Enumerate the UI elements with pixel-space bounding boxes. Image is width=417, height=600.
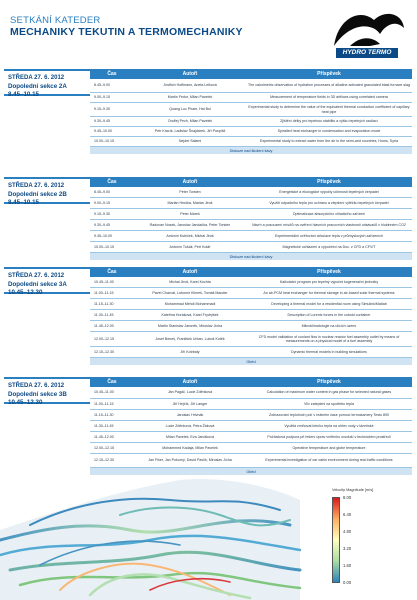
schedule-table [90, 177, 412, 260]
legend-tick: 6.40 [343, 512, 352, 517]
table-row: 9.45–10.00 Antonín Kubíček, Michal Jiroš Experimentální ověřování cirkulace tepla v průmyslových zařízeních [90, 231, 412, 242]
table-row: 12.00–12.15 Mohammed Kadaja, Milan Pavelek Operative temperature and globe temperature [90, 443, 412, 454]
table-row: 12.15–12.30 Jan Fišer, Jan Pokorný, David Pavlík, Miroslav Jícha Experimental investigation of car cabin environment during real traffic conditions [90, 454, 412, 468]
section-time: 10.45–12.30 [8, 399, 43, 406]
table-header [90, 69, 412, 79]
table-row: 10.00–10.15 Antonín Tušák, Petr Kolář Magnetické ochlazení a výpočetní na Doc. z CFD a CFV/T [90, 242, 412, 253]
table-row: 12.15–12.30 Jiří Kotrbatý Dynamic thermal models in building simulations [90, 347, 412, 358]
table-header [90, 377, 412, 387]
col-authors: Autoři [182, 179, 198, 185]
table-header [90, 267, 412, 277]
schedule-table [90, 377, 412, 475]
section-date: STŘEDA 27. 6. 2012 [8, 273, 65, 279]
table-row: 8.45–9.00 Jindřich Hoffmann, Aneta Lelková The calorimetric observation of hydration processes of alkaline activated granulated blast furnace slag [90, 79, 412, 93]
table-row: 8.45–9.00 Peter Torsten Energetické a ekologické výpočty účinnosti tepelných čerpadel [90, 187, 412, 198]
logo-swoosh-icon [330, 6, 408, 50]
table-header [90, 177, 412, 187]
table-row: 9.00–9.15 Marián Hruška, Marián Jiroš Využití odpadního tepla pro ochranu a zlepšení výtěžku tepelných čerpadel [90, 198, 412, 209]
legend-tick: 4.80 [343, 529, 352, 534]
schedule-table [90, 267, 412, 365]
legend-title: Velocity Magnitude [m/s] [332, 488, 374, 492]
table-row: 11.30–11.45 Lucie Zděnková, Petra Žáková Využitá zmiňovat letního tepla na ohřev vody v lázeňské [90, 421, 412, 432]
table-row: 9.30–9.45 Radovan Nosek, Jaroslav Jandačka, Peter Torsten Návrh a posouzení mísičů na ověření hlavních pracovních vlastností odsávačů v hlubinném CO2 [90, 220, 412, 231]
table-row: 9.15–9.30 Peter Mareš Optimalizace absorpčního chladicího zařízení [90, 209, 412, 220]
schedule-table [90, 69, 412, 154]
col-paper: Příspěvek [317, 379, 341, 385]
logo-badge: HYDRO TERMO [336, 48, 398, 58]
col-time: Čas [107, 179, 117, 185]
section-label [4, 177, 90, 204]
section-time: 8.45–10.15 [8, 91, 39, 98]
section-label [4, 69, 90, 96]
col-authors: Autoři [182, 379, 198, 385]
col-paper: Příspěvek [317, 269, 341, 275]
break-row: Oběd [90, 358, 412, 365]
hydrotermo-logo [330, 6, 408, 62]
section-name: Dopolední sekce 2B [8, 191, 67, 198]
col-authors: Autoři [182, 269, 198, 275]
table-row: 11.45–12.00 Martin Stanislav Jaroněk, Miroslav Jícha Mikroklimatologie na ulicích území [90, 321, 412, 332]
legend-tick: 8.00 [343, 495, 352, 500]
section-name: Dopolední sekce 3B [8, 391, 67, 398]
col-time: Čas [107, 379, 117, 385]
table-row: 9.15–9.30 Quang Luc Pham, Hai Bui Experimental study to determine the value of the equivalent thermal conduction coefficient of capillary heat pipe [90, 103, 412, 117]
table-row: 11.00–11.15 Pavel Charvát, Lubomír Klimeš, Tomáš Mauder An air-PCM heat exchanger for thermal storage in air-based solar thermal systems [90, 288, 412, 299]
break-row: Diskuze nad školení kávy [90, 253, 412, 260]
table-row: 11.30–11.45 Kateřina Horáková, Karel Frydrýšek Description of Lorentz forces in the cuboid container [90, 310, 412, 321]
section-time: 8.45–10.15 [8, 199, 39, 206]
break-row: Diskuze nad školení kávy [90, 147, 412, 154]
table-row: 9.30–9.45 Ondřej Pech, Milan Pavelek Zjištění délky pro tepelnou stabilitu a výšku tepelných oscilací [90, 117, 412, 127]
table-row: 10.45–11.00 Ján Pagáč, Lucie Zděnková Calculation of maximum water content in gas phase for selected natural gases [90, 387, 412, 399]
table-row: 9.00–9.15 Martin Fedor, Milan Pavelek Measurement of temperature fields in 3D airflows using correlated camera [90, 93, 412, 103]
section-label [4, 267, 90, 294]
table-row: 11.15–11.30 Mohammad Mehdi Mohammadi Developing a thermal model for a residential room using Simulink/Matlab [90, 299, 412, 310]
table-row: 10.45–11.00 Michal Jiroš, Karel Kuchta Kalkulační program pro tepelný výpočet kogenerační jednotky [90, 277, 412, 288]
section-name: Dopolední sekce 3A [8, 281, 67, 288]
table-row: 12.00–12.15 Josef Beneš, František Urban, Luboš Kotěk CFD model validation of coolant flow in nuclear reactor fuel assembly outlet by means of measurements on a physical model of a fuel assembly [90, 332, 412, 347]
header-line-2: MECHANIKY TEKUTIN A TERMOMECHANIKY [10, 26, 243, 38]
legend-tick: 0.00 [343, 580, 352, 585]
page-header [0, 0, 417, 62]
table-row: 10.00–10.15 Nejdet Salami Experimental study to extract water from the air in the semi-arid countries, Homs, Syria [90, 137, 412, 147]
col-time: Čas [107, 71, 117, 77]
col-authors: Autoři [182, 71, 198, 77]
col-time: Čas [107, 269, 117, 275]
velocity-legend [326, 488, 406, 593]
col-paper: Příspěvek [317, 179, 341, 185]
section-date: STŘEDA 27. 6. 2012 [8, 75, 65, 81]
table-row: 11.45–12.00 Milan Pavelek, Eva Janotková Počítačová podpora při řešení úprav vnitřního ovzduší v technickém prostředí [90, 432, 412, 443]
break-row: Oběd [90, 468, 412, 475]
table-row: 11.00–11.15 Jiří Hejčík, Jiří Langer Vliv zatepleni na spotřebu tepla [90, 399, 412, 410]
section-time: 10.45–12.30 [8, 289, 43, 296]
section-label [4, 377, 90, 404]
legend-tick: 3.20 [343, 546, 352, 551]
section-name: Dopolední sekce 2A [8, 83, 67, 90]
legend-colorbar [332, 497, 340, 583]
section-date: STŘEDA 27. 6. 2012 [8, 383, 65, 389]
legend-tick: 1.60 [343, 563, 352, 568]
col-paper: Příspěvek [317, 71, 341, 77]
table-row: 9.45–10.00 Petr Kracík, Ladislav Šnajdárek, Jiří Pospíšil Spiralled heat exchanger in condensation and evaporation mode [90, 127, 412, 137]
header-line-1: SETKÁNÍ KATEDER [10, 15, 101, 26]
section-date: STŘEDA 27. 6. 2012 [8, 183, 65, 189]
table-row: 11.15–11.30 Jaroslav Hrivnák Zobrazování teplotních polí v reálném čase pomocí termokamery Testo 890 [90, 410, 412, 421]
